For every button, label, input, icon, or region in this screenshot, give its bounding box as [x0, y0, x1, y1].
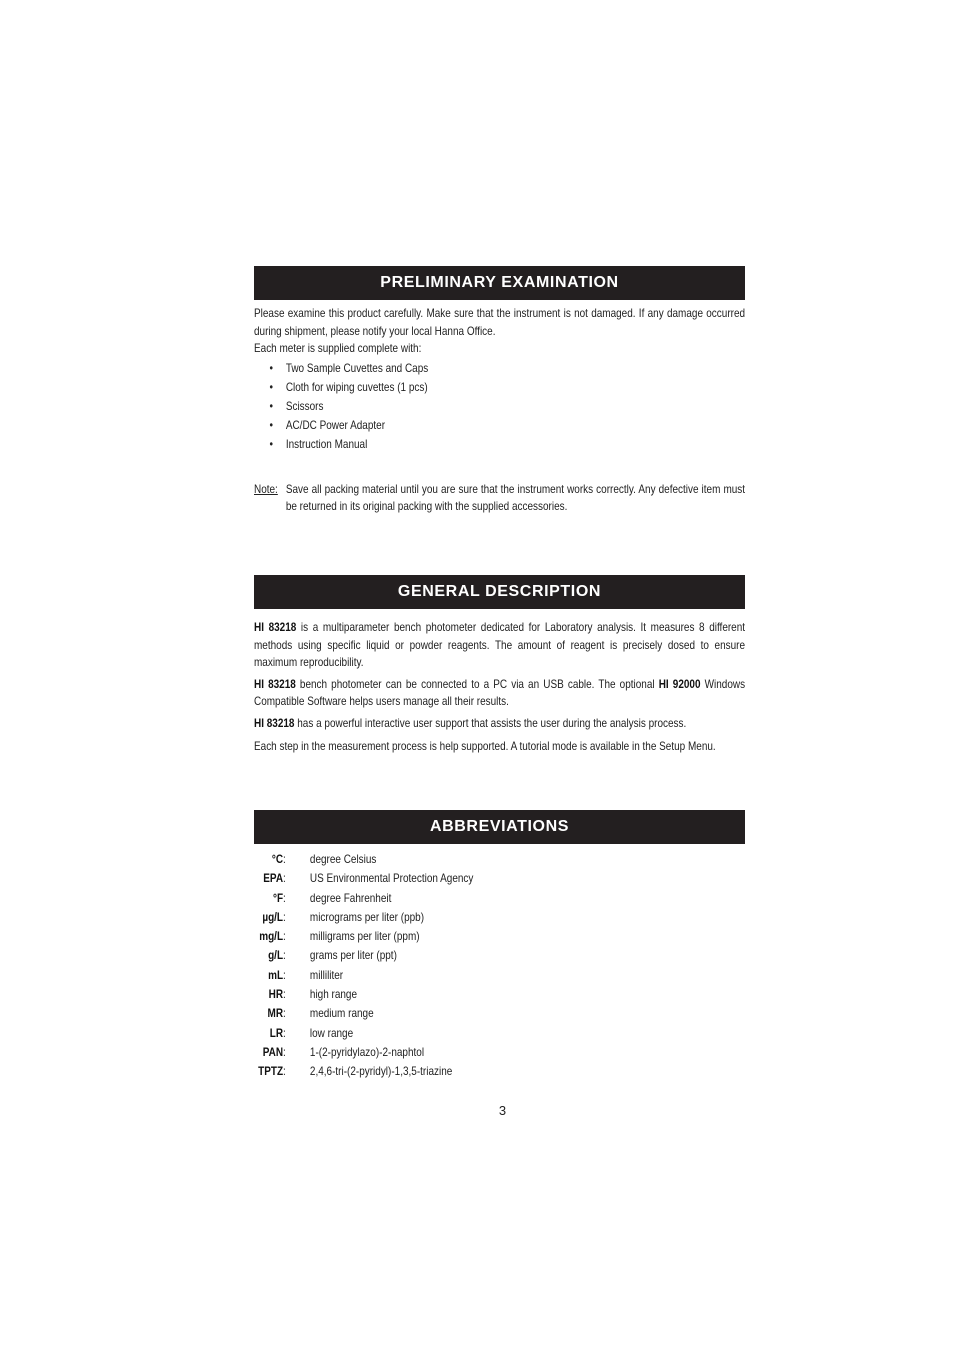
abbreviation-separator: : [283, 1026, 286, 1040]
abbreviation-meaning: milliliter [309, 968, 344, 982]
abbreviation-key: °F [272, 891, 284, 905]
supplied-items-list [254, 359, 745, 454]
abbreviation-term [254, 850, 286, 869]
abbreviation-key: mg/L [259, 930, 284, 944]
abbreviation-row [254, 985, 745, 1004]
abbreviation-term [254, 1062, 286, 1081]
abbreviation-term [254, 927, 286, 946]
abbreviation-key: mL [268, 968, 284, 982]
abbreviation-meaning: 1-(2-pyridylazo)-2-naphtol [309, 1045, 425, 1059]
abbreviation-separator: : [283, 853, 286, 866]
abbreviation-separator: : [283, 949, 286, 963]
general-paragraph-1: HI 83218 is a multiparameter bench photometer dedicated for Laboratory analysis. It measures 8 different methods using specific liquid or powder reagents. The amount of reagent is precisely dosed to ensure maximum reproducibility. [254, 621, 746, 669]
abbreviation-meaning: micrograms per liter (ppb) [309, 910, 425, 924]
list-item: • AC/DC Power Adapter [269, 416, 745, 435]
abbreviation-term [254, 1004, 286, 1023]
abbreviation-row [254, 927, 745, 946]
abbreviation-term [254, 869, 286, 888]
general-description-body [254, 619, 745, 756]
abbreviation-separator: : [283, 910, 286, 924]
abbreviation-key: g/L [268, 949, 284, 963]
abbreviation-row [254, 946, 745, 965]
abbreviation-row [254, 1043, 745, 1062]
abbreviation-separator: : [283, 1007, 286, 1021]
abbreviations-section [254, 810, 745, 1082]
abbreviation-term [254, 985, 286, 1004]
abbreviation-key: EPA [263, 872, 284, 886]
model-name: HI 83218 [254, 677, 296, 691]
abbreviation-row [254, 908, 745, 927]
abbreviation-separator: : [283, 872, 286, 886]
supplied-heading: Each meter is supplied complete with: [254, 342, 422, 355]
abbreviation-meaning: degree Celsius [309, 853, 377, 866]
abbreviation-key: HR [268, 988, 284, 1002]
note-text: Save all packing material until you are sure that the instrument works correctly. Any defective item must be returned in its original packing with the supplied accessories. [285, 482, 746, 513]
note-label: Note: [254, 482, 278, 496]
abbreviation-term [254, 1043, 286, 1062]
preliminary-section [254, 266, 745, 516]
abbreviation-term [254, 966, 286, 985]
abbreviation-separator: : [283, 968, 286, 982]
preliminary-body [254, 305, 745, 516]
abbreviation-meaning: degree Fahrenheit [309, 891, 392, 905]
list-item: • Cloth for wiping cuvettes (1 pcs) [269, 378, 745, 397]
abbreviation-term [254, 908, 286, 927]
abbreviation-row [254, 1062, 745, 1081]
abbreviation-separator: : [283, 1045, 286, 1059]
abbreviation-meaning: 2,4,6-tri-(2-pyridyl)-1,3,5-triazine [309, 1065, 453, 1079]
software-model: HI 92000 [658, 677, 701, 691]
abbreviations-list [254, 850, 745, 1082]
preliminary-heading: PRELIMINARY EXAMINATION [254, 266, 745, 300]
page-number: 3 [498, 1103, 507, 1118]
abbreviation-row [254, 1004, 745, 1023]
abbreviation-meaning: US Environmental Protection Agency [309, 872, 474, 886]
abbreviation-key: TPTZ [258, 1065, 284, 1079]
general-description-section [254, 575, 745, 760]
abbreviation-separator: : [283, 1065, 286, 1079]
general-paragraph-4: Each step in the measurement process is help supported. A tutorial mode is available in the Setup Menu. [254, 740, 716, 753]
abbreviation-separator: : [283, 891, 286, 905]
abbreviation-term [254, 1024, 286, 1043]
abbreviation-row [254, 889, 745, 908]
abbreviation-key: PAN [262, 1045, 284, 1059]
general-paragraph-2: HI 83218 bench photometer can be connected to a PC via an USB cable. The optional HI 92000 Windows Compatible Software helps users manage all their results. [254, 677, 746, 708]
list-item: • Instruction Manual [269, 435, 745, 454]
abbreviation-key: °C [271, 853, 284, 866]
abbreviation-row [254, 869, 745, 888]
model-name: HI 83218 [254, 621, 297, 634]
preliminary-intro: Please examine this product carefully. Make sure that the instrument is not damaged. If any damage occurred during shipment, please notify your local Hanna Office. [254, 307, 746, 338]
abbreviation-meaning: grams per liter (ppt) [309, 949, 397, 963]
abbreviation-separator: : [283, 988, 286, 1002]
abbreviation-row [254, 850, 745, 869]
list-item: • Two Sample Cuvettes and Caps [269, 359, 745, 378]
abbreviation-separator: : [283, 930, 286, 944]
abbreviation-term [254, 889, 286, 908]
note [254, 481, 745, 516]
abbreviation-row [254, 966, 745, 985]
abbreviation-meaning: medium range [309, 1007, 374, 1021]
abbreviations-heading: ABBREVIATIONS [254, 810, 745, 844]
list-item: • Scissors [269, 397, 745, 416]
abbreviation-term [254, 946, 286, 965]
general-description-heading: GENERAL DESCRIPTION [254, 575, 745, 609]
abbreviation-key: MR [267, 1007, 284, 1021]
abbreviation-meaning: low range [309, 1026, 354, 1040]
abbreviation-row [254, 1024, 745, 1043]
abbreviation-key: LR [269, 1026, 284, 1040]
abbreviation-meaning: milligrams per liter (ppm) [309, 930, 420, 944]
abbreviation-meaning: high range [309, 988, 358, 1002]
model-name: HI 83218 [254, 716, 295, 730]
abbreviation-key: µg/L [262, 910, 284, 924]
general-paragraph-3: HI 83218 has a powerful interactive user support that assists the user during the analysis process. [254, 716, 687, 730]
